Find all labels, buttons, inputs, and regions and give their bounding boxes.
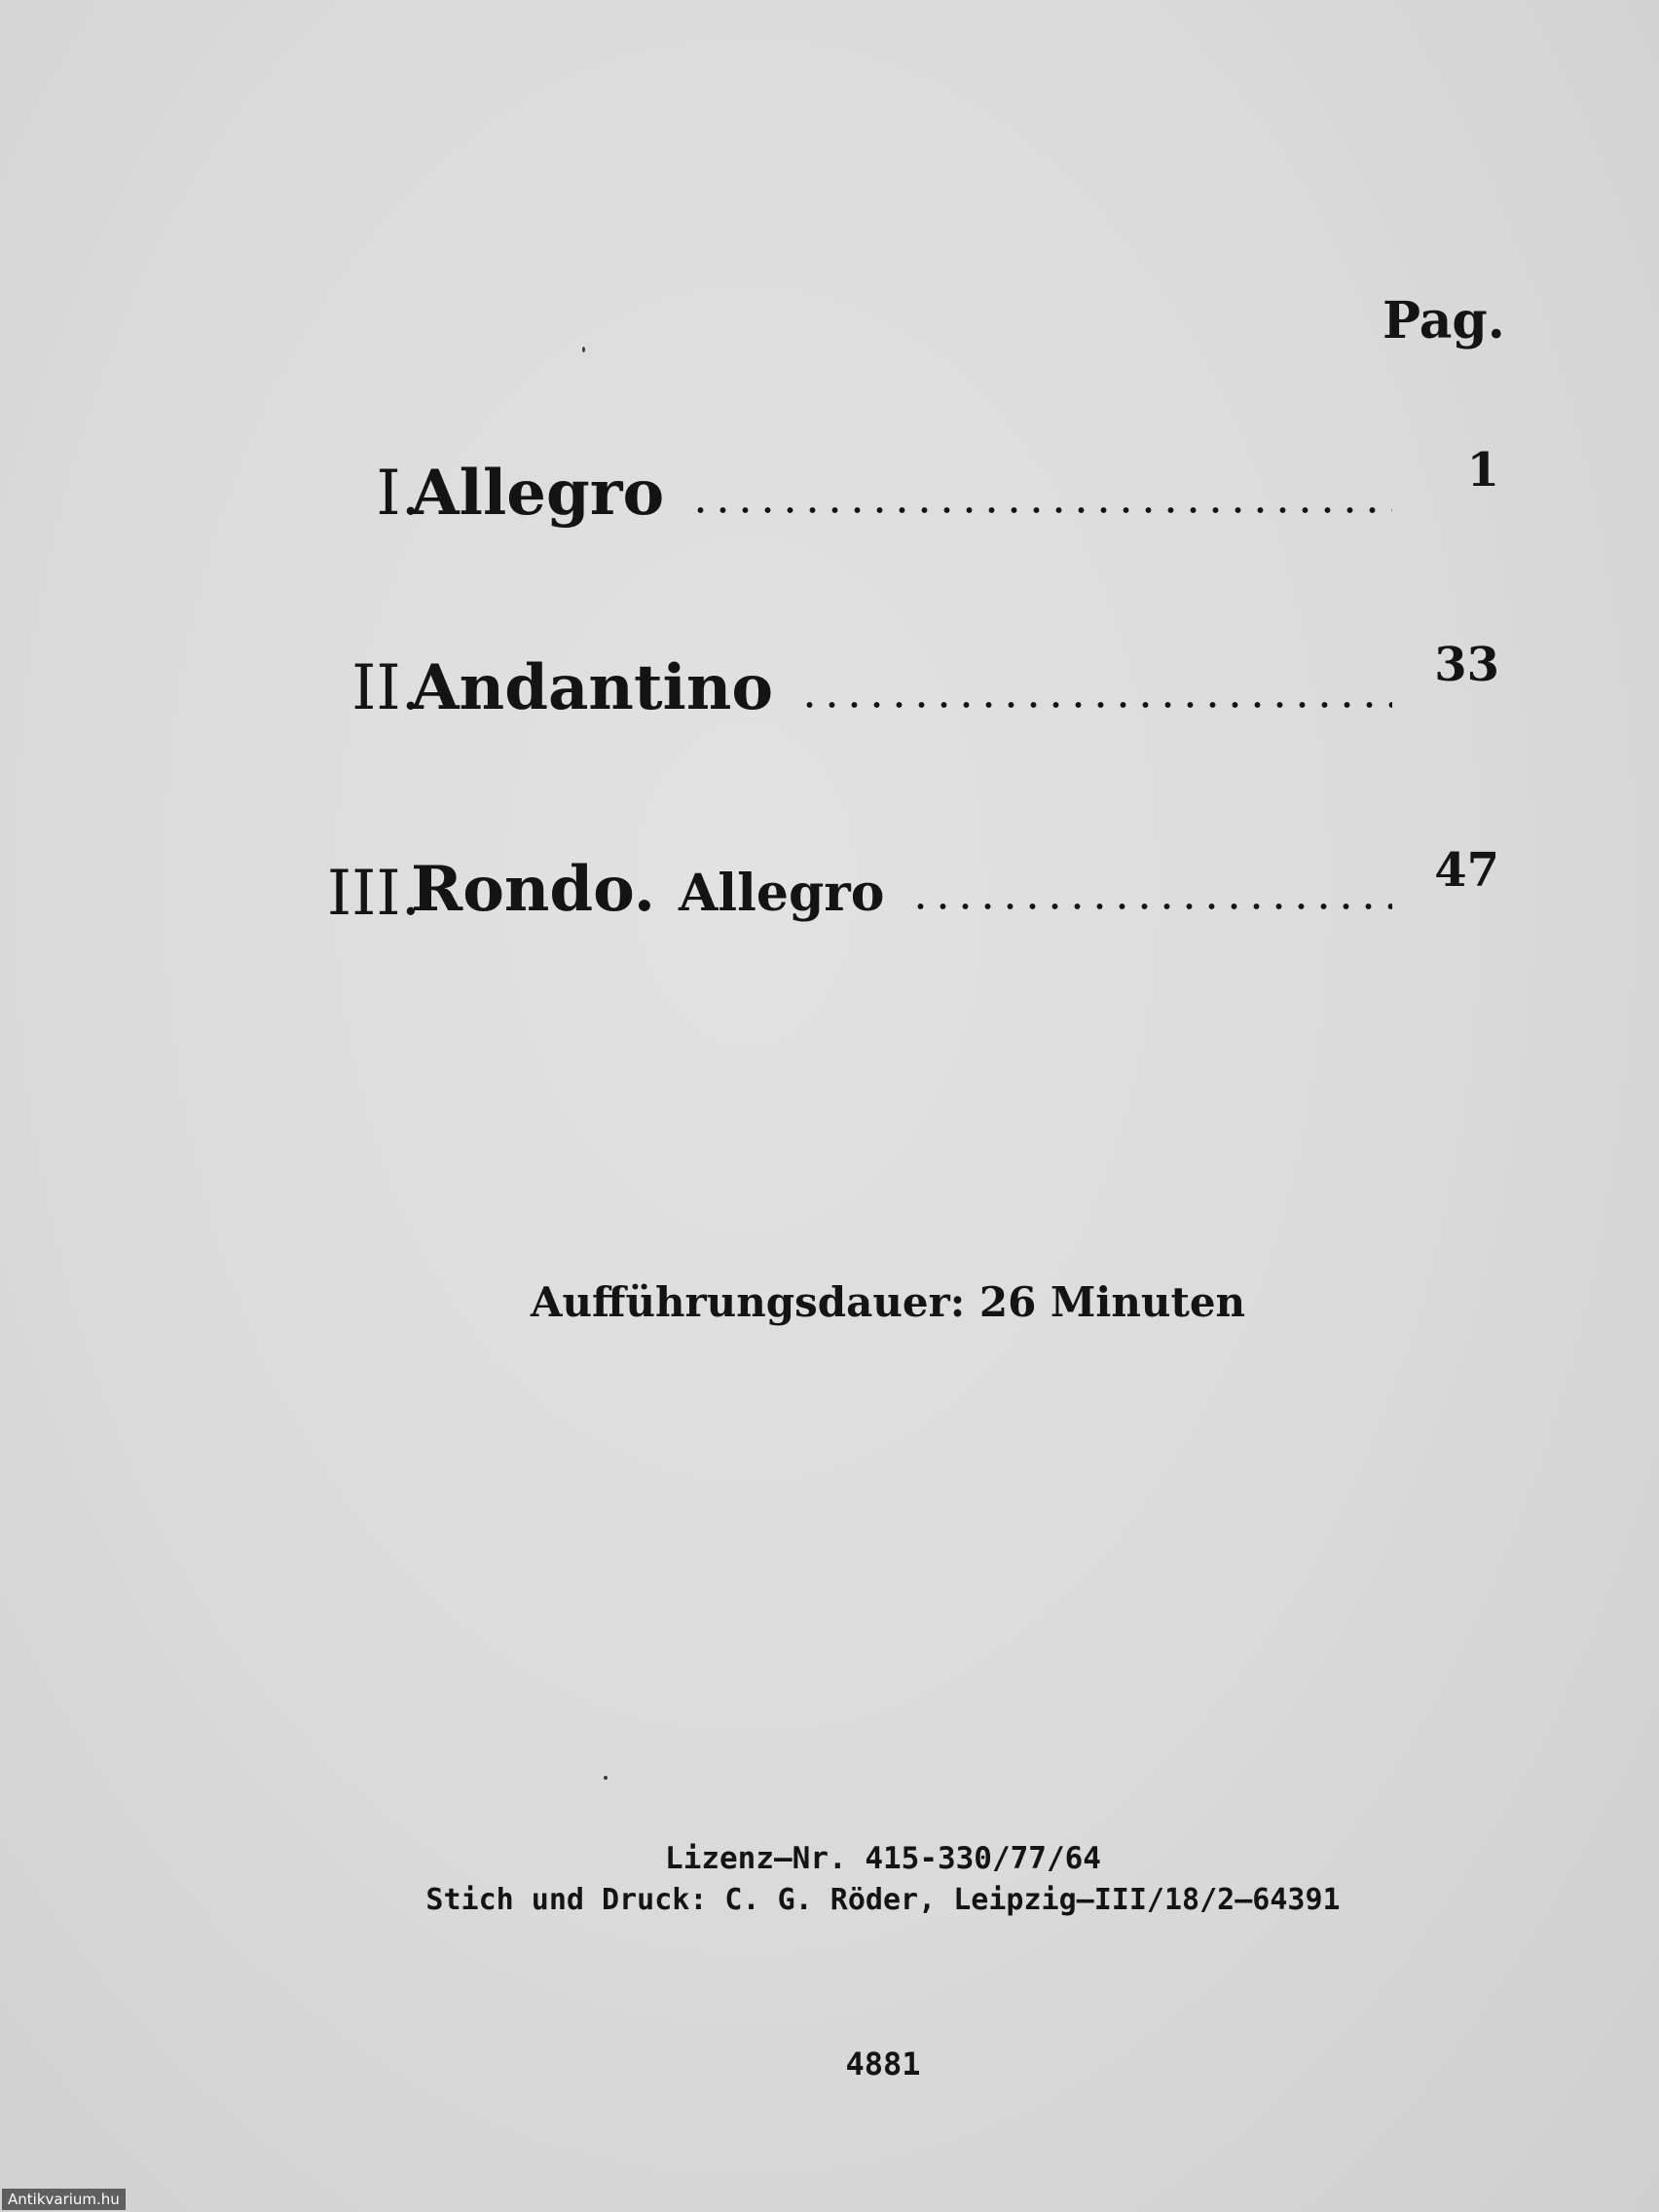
movement-title: Andantino — [411, 651, 774, 724]
dot-leader — [689, 506, 1392, 514]
toc-entry — [243, 638, 1499, 725]
page-column-heading: Pag. — [1382, 291, 1505, 350]
movement-title: Rondo. — [411, 853, 655, 926]
dot-leader — [909, 903, 1392, 910]
paper-speck — [582, 347, 585, 352]
toc-entry — [243, 843, 1499, 931]
page-number: 47 — [1434, 843, 1499, 898]
movement-numeral: III. — [326, 858, 421, 930]
dot-leader — [798, 701, 1392, 709]
movement-numeral: II. — [351, 652, 421, 724]
movement-tempo: Allegro — [679, 864, 885, 923]
page-number: 33 — [1434, 638, 1499, 692]
movement-title: Allegro — [411, 457, 665, 530]
watermark: Antikvarium.hu — [2, 2189, 126, 2210]
plate-number: 4881 — [845, 2046, 921, 2083]
page-number: 1 — [1466, 443, 1499, 498]
performance-duration: Aufführungsdauer: 26 Minuten — [530, 1278, 1246, 1326]
toc-entry — [243, 443, 1499, 531]
license-number: Lizenz–Nr. 415-330/77/64 — [665, 1841, 1101, 1876]
movement-numeral: I. — [376, 458, 421, 530]
paper-speck — [604, 1776, 608, 1780]
printer-imprint: Stich und Druck: C. G. Röder, Leipzig–III/18/2–64391 — [425, 1883, 1341, 1917]
